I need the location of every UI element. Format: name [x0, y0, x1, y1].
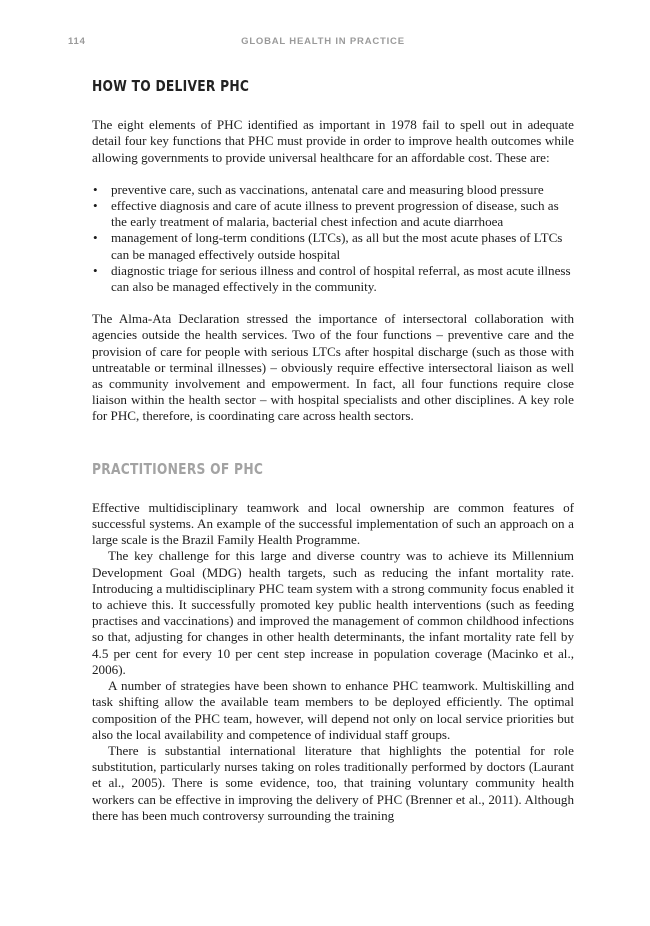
paragraph: Effective multidisciplinary teamwork and local ownership are common features of successful systems. An example of the successful implementation of such an approach on a large scale is the Brazil Family Health Programme.	[92, 499, 574, 548]
paragraph: A number of strategies have been shown to enhance PHC teamwork. Multiskilling and task shifting allow the available team members to be deployed efficiently. The optimal composition of the PHC team, however, will depend not only on local service priorities but also the local availability and competence of individual staff groups.	[92, 678, 574, 742]
paragraph: The key challenge for this large and diverse country was to achieve its Millennium Development Goal (MDG) health targets, such as reducing the infant mortality rate. Introducing a multidisciplinary PHC team system with a strong community focus enabled it to achieve this. It successfully promoted key public health interventions (such as feeding practises and vaccinations) and improved the management of common childhood infections so that, adjusting for changes in other health determinants, the infant mortality rate fell by 4.5 per cent for every 10 per cent step increase in population coverage (Macinko et al., 2006).	[92, 548, 574, 677]
running-title: GLOBAL HEALTH IN PRACTICE	[241, 36, 405, 47]
list-item: • preventive care, such as vaccinations, antenatal care and measuring blood pressure	[92, 182, 574, 198]
list-item: • management of long-term conditions (LTCs), as all but the most acute phases of LTCs can be managed effectively outside hospital	[92, 230, 574, 262]
list-item: • effective diagnosis and care of acute illness to prevent progression of disease, such as the early treatment of malaria, bacterial chest infection and acute diarrhoea	[92, 198, 574, 230]
alma-ata-paragraph: The Alma-Ata Declaration stressed the importance of intersectoral collaboration with agencies outside the health services. Two of the four functions – preventive care and the provision of care for people with serious LTCs after hospital discharge (such as those with untreatable or terminal illnesses) – obviously require effective intersectoral liaison as well as community involvement and empowerment. In fact, all four functions require close liaison within the health sector – with hospital specialists and other disciplines. A key role for PHC, therefore, is coordinating care across health sectors.	[92, 311, 574, 424]
page-number: 114	[68, 36, 86, 47]
functions-list	[92, 182, 574, 295]
section-heading-practitioners: PRACTITIONERS OF PHC	[92, 459, 264, 478]
body-text	[92, 78, 574, 824]
intro-paragraph: The eight elements of PHC identified as important in 1978 fail to spell out in adequate detail four key functions that PHC must provide in order to improve health outcomes while allowing governments to provide universal healthcare for an affordable cost. These are:	[92, 117, 574, 165]
paragraph: There is substantial international literature that highlights the potential for role substitution, particularly nurses taking on roles traditionally performed by doctors (Laurant et al., 2005). There is some evidence, too, that training voluntary community health workers can be effective in improving the delivery of PHC (Brenner et al., 2011). Although there has been much controversy surrounding the training	[92, 742, 574, 823]
running-header	[68, 36, 578, 50]
list-item: • diagnostic triage for serious illness and control of hospital referral, as most acute illness can also be managed effectively in the community.	[92, 263, 574, 295]
section-heading-how-to-deliver: HOW TO DELIVER PHC	[92, 77, 250, 95]
